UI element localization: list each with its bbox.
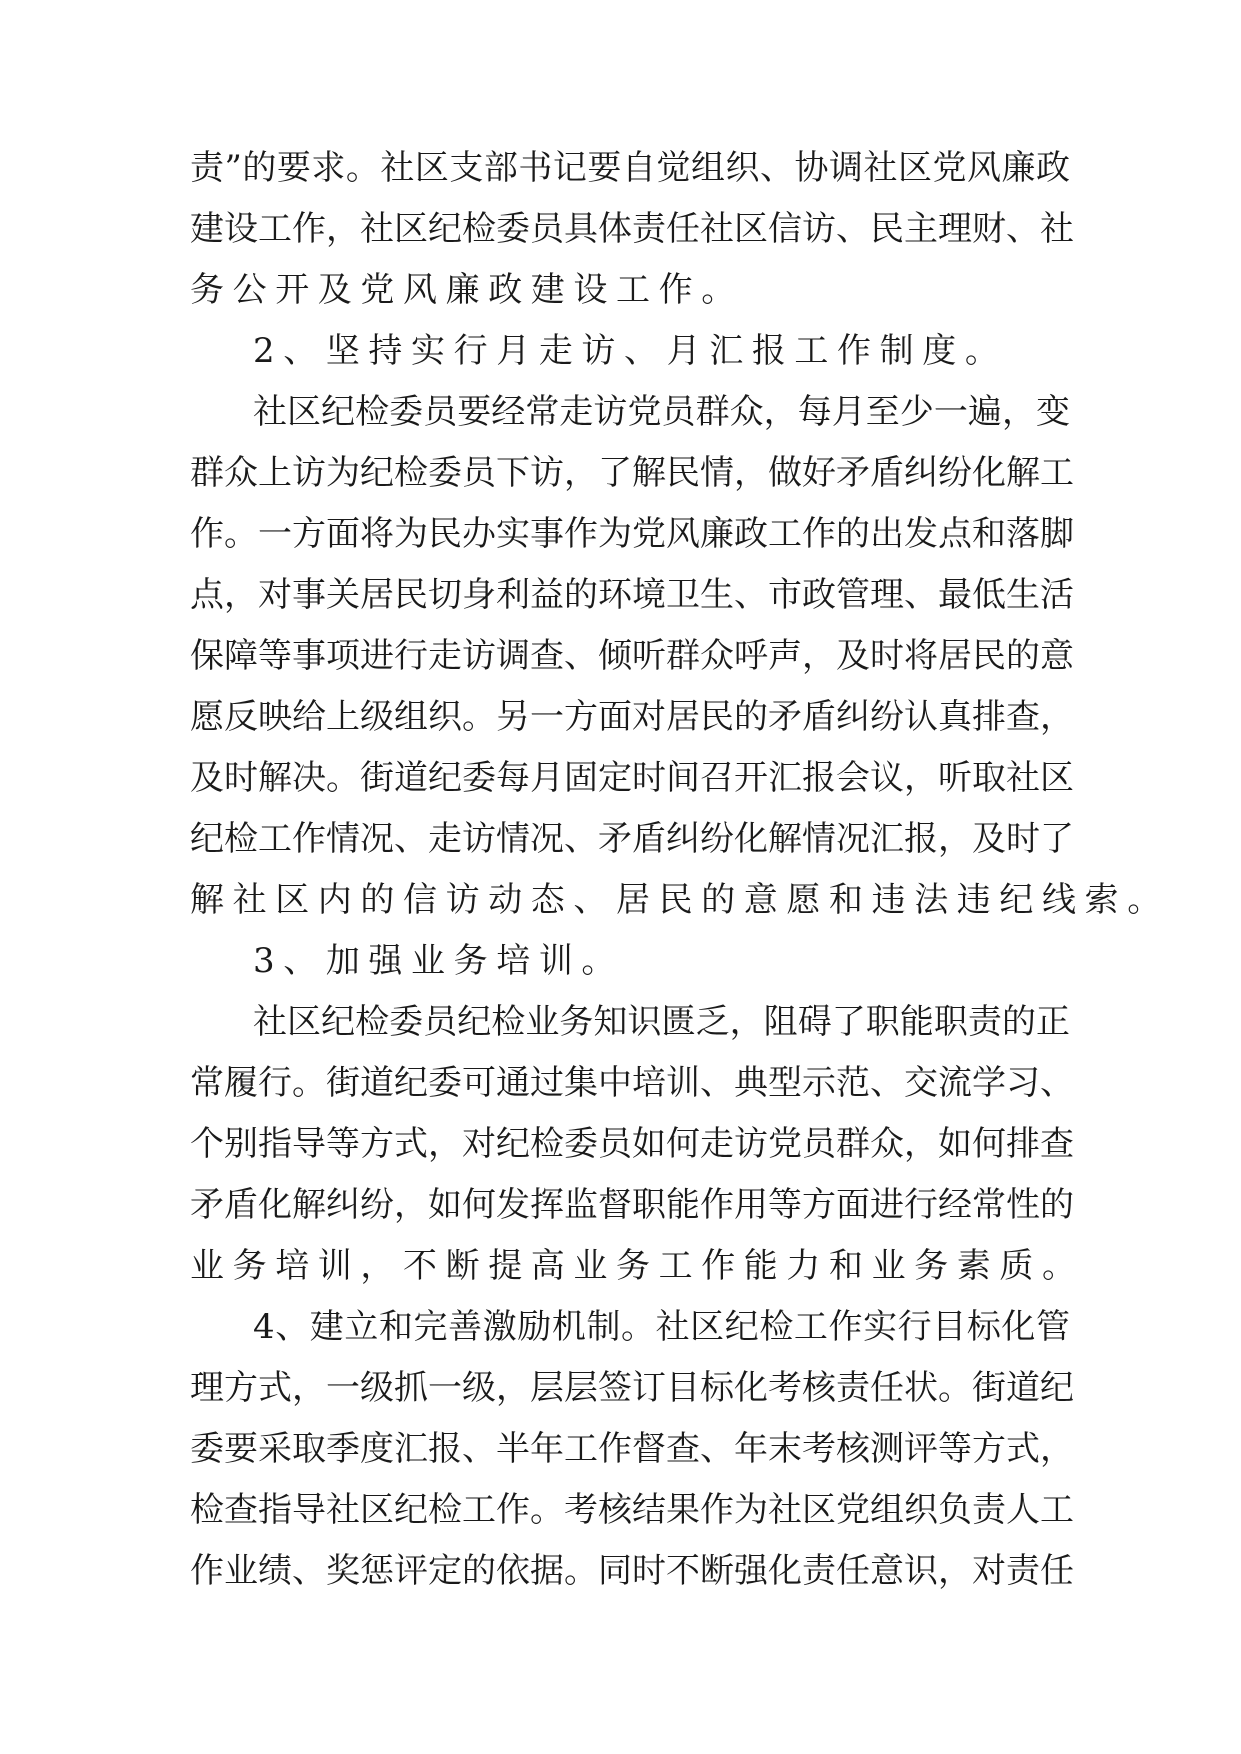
text-line: 常履行。街道纪委可通过集中培训、典型示范、交流学习、 xyxy=(190,1063,1074,1103)
text-line: 业务培训，不断提高业务工作能力和业务素质。 xyxy=(190,1246,1085,1286)
text-line: 纪检工作情况、走访情况、矛盾纠纷化解情况汇报，及时了 xyxy=(190,819,1074,859)
text-line: 解社区内的信访动态、居民的意愿和违法违纪线索。 xyxy=(190,880,1170,920)
section-heading: 2、坚持实行月走访、月汇报工作制度。 xyxy=(253,331,1008,371)
text-line: 理方式，一级抓一级，层层签订目标化考核责任状。街道纪 xyxy=(190,1368,1074,1408)
text-line: 社区纪检委员要经常走访党员群众，每月至少一遍，变 xyxy=(253,392,1070,432)
text-line: 建设工作，社区纪检委员具体责任社区信访、民主理财、社 xyxy=(190,209,1074,249)
text-line: 委要采取季度汇报、半年工作督查、年末考核测评等方式， xyxy=(190,1429,1074,1469)
text-line: 个别指导等方式，对纪检委员如何走访党员群众，如何排查 xyxy=(190,1124,1074,1164)
text-line: 保障等事项进行走访调查、倾听群众呼声，及时将居民的意 xyxy=(190,636,1074,676)
text-line: 作。一方面将为民办实事作为党风廉政工作的出发点和落脚 xyxy=(190,514,1074,554)
text-line: 检查指导社区纪检工作。考核结果作为社区党组织负责人工 xyxy=(190,1490,1074,1530)
text-line: 矛盾化解纠纷，如何发挥监督职能作用等方面进行经常性的 xyxy=(190,1185,1074,1225)
text-line: 及时解决。街道纪委每月固定时间召开汇报会议，听取社区 xyxy=(190,758,1074,798)
text-line: 务公开及党风廉政建设工作。 xyxy=(190,270,744,310)
text-line: 愿反映给上级组织。另一方面对居民的矛盾纠纷认真排查， xyxy=(190,697,1074,737)
text-line: 社区纪检委员纪检业务知识匮乏，阻碍了职能职责的正 xyxy=(253,1002,1070,1042)
text-line: 作业绩、奖惩评定的依据。同时不断强化责任意识，对责任 xyxy=(190,1551,1074,1591)
text-line: 群众上访为纪检委员下访，了解民情，做好矛盾纠纷化解工 xyxy=(190,453,1074,493)
text-line: 责”的要求。社区支部书记要自觉组织、协调社区党风廉政 xyxy=(190,148,1070,188)
text-line: 点，对事关居民切身利益的环境卫生、市政管理、最低生活 xyxy=(190,575,1074,615)
section-heading: 4、建立和完善激励机制。社区纪检工作实行目标化管 xyxy=(253,1307,1070,1347)
section-heading: 3、加强业务培训。 xyxy=(253,941,625,981)
